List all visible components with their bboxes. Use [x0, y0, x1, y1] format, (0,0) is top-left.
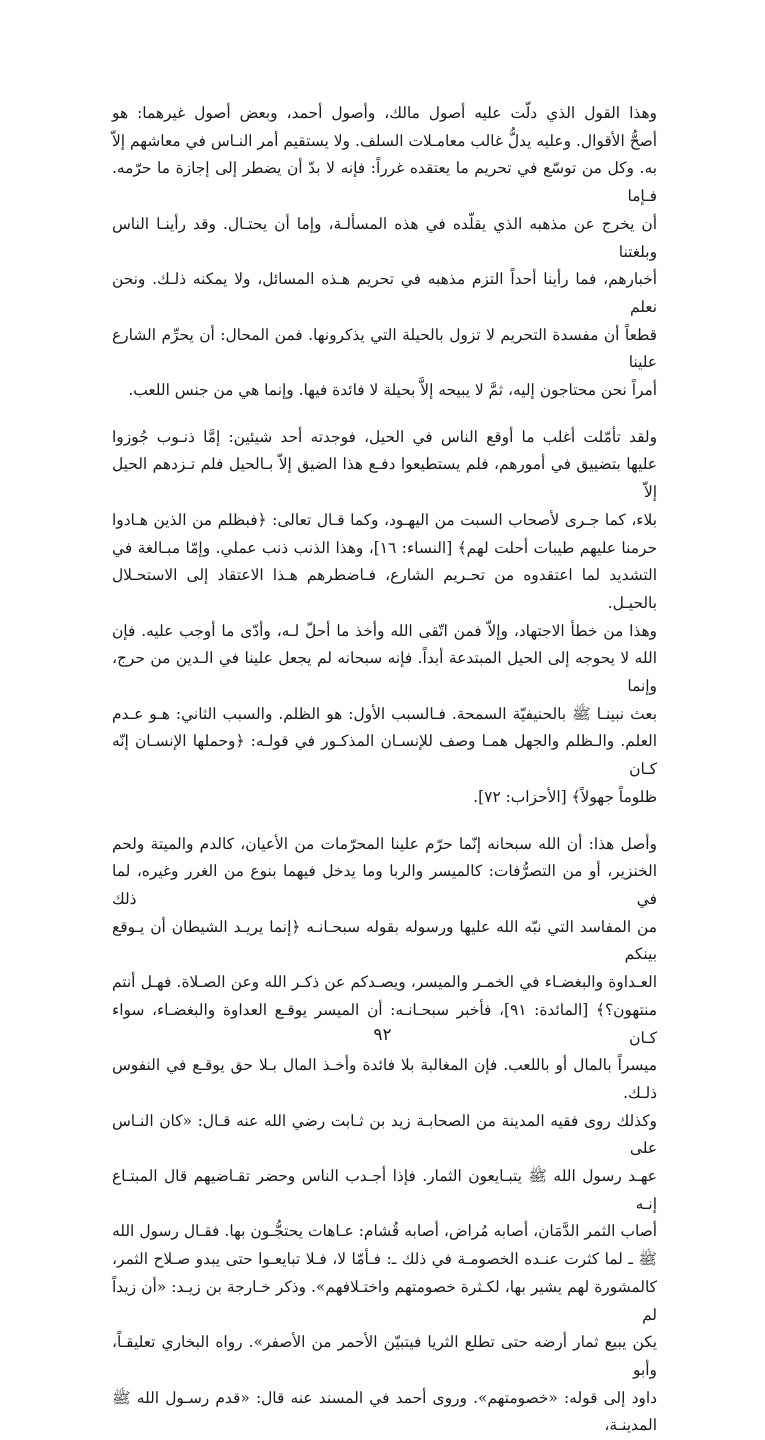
- text-line: العـداوة والبغضـاء في الخمـر والميسر، ويصـدكم عن ذكـر الله وعن الصـلاة. فهـل أنتم: [112, 973, 657, 992]
- text-line: وكذلك روى فقيه المدينة من الصحابـة زيد بن ثـابت رضي الله عنه قـال: «كان النـاس على: [112, 1111, 657, 1158]
- text-line: التشديد لما اعتقدوه من تحـريم الشارع، فـاضطرهم هـذا الاعتقاد إلى الاستحـلال بالحيـل.: [112, 566, 657, 612]
- text-line: ﷺ ـ لما كثرت عنـده الخصومـة في ذلك ـ: فـأمّا لا، فـلا تبايعـوا حتى يبدو صـلاح الثمر،: [112, 1250, 657, 1269]
- text-line: قطعاً أن مفسدة التحريم لا تزول بالحيلة التي يذكرونها. فمن المحال: أن يحرِّم الشارع علينا: [112, 325, 657, 372]
- text-line: يكن يبيع ثمار أرضه حتى تطلع الثريا فيتبيّن الأحمر من الأصفر». رواه البخاري تعليقـاً، وأبو: [112, 1333, 657, 1379]
- text-line: بلاء، كما جـرى لأصحاب السبت من اليهـود، وكما قـال تعالى: ﴿فبظلم من الذين هـادوا: [112, 510, 657, 529]
- text-line: ميسراً بالمال أو باللعب. فإن المغالبة بلا فائدة وأخـذ المال بـلا حق يوقـع في النفوس ذلـك.: [112, 1056, 657, 1102]
- text-line: بعث نبينـا ﷺ بالحنيفيّة السمحة. فـالسبب الأول: هو الظلم. والسبب الثاني: هـو عـدم: [112, 704, 657, 723]
- paragraph-1: [112, 100, 657, 405]
- text-line: من المفاسد التي نبّه الله عليها ورسوله بقوله سبحـانـه ﴿إنما يريـد الشيطان أن يـوقع بينكم: [112, 917, 657, 964]
- text-line: وأصل هذا: أن الله سبحانه إنّما حرّم علينا المحرّمات من الأعيان، كالدم والميتة ولحم: [112, 834, 657, 853]
- text-line: عهـد رسول الله ﷺ يتبـايعون الثمار. فإذا أجـدب الناس وحضر تقـاضيهم قال المبتـاع إنـه: [112, 1167, 657, 1213]
- text-line: به. وكل من توسّع في تحريم ما يعتقده غرراً: فإنه لا بدّ أن يضطر إلى إجازة ما حرّمه. فـإما: [112, 159, 657, 206]
- text-line: ظلوماً جهولاً﴾ [الأحزاب: ٧٢].: [473, 787, 657, 806]
- paragraph-2: [112, 424, 657, 812]
- page-body: [112, 100, 657, 1440]
- text-line: الله لا يحوجه إلى الحيل المبتدعة أبداً. فإنه سبحانه لم يجعل علينا في الـدين من حرج، وإنما: [112, 649, 657, 696]
- text-line: أن يخرج عن مذهبه الذي يقلّده في هذه المسألـة، وإما أن يحتـال. وقد رأينـا الناس وبلغتنا: [112, 214, 657, 261]
- text-line: كالمشورة لهم يشير بها، لكـثرة خصومتهم واختـلافهم». وذكر خـارجة بن زيـد: «أن زيداً لم: [112, 1277, 657, 1324]
- text-line: وهذا من خطأ الاجتهاد، وإلاّ فمن اتّقى الله وأخذ ما أحلّ لـه، وأدّى ما أوجب عليه. فإن: [112, 621, 657, 640]
- page-number: ٩٢: [373, 1025, 392, 1045]
- text-line: داود إلى قوله: «خصومتهم». وروى أحمد في المسند عنه قال: «قدم رسـول الله ﷺ المدينـة،: [112, 1388, 657, 1435]
- text-line: ولقد تأمّلت أغلب ما أوقع الناس في الحيل، فوجدته أحد شيئين: إمَّا ذنـوب جُوزوا: [112, 427, 657, 446]
- text-line: وهذا القول الذي دلّت عليه أصول مالك، وأصول أحمد، وبعض أصول غيرهما: هو: [112, 104, 657, 122]
- text-line: أخبارهم، فما رأينا أحداً التزم مذهبه في تحريم هـذه المسائل، ولا يمكنه ذلـك. ونحن نعلم: [112, 270, 657, 316]
- text-line: العلم. والـظلم والجهل همـا وصف للإنسـان المذكـور في قولـه: ﴿وحملها الإنسـان إنّه كـان: [112, 732, 657, 779]
- text-line: حرمنا عليهم طيبات أحلت لهم﴾ [النساء: ١٦]، وهذا الذنب ذنب عملي. وإمّا مبـالغة في: [112, 538, 657, 557]
- text-line: أمراً نحن محتاجون إليه، ثمَّ لا يبيحه إلاَّ بحيلة لا فائدة فيها. وإنما هي من جنس اللعب.: [128, 381, 657, 400]
- text-line: أصحُّ الأقوال. وعليه يدلُّ غالب معامـلات السلف. ولا يستقيم أمر النـاس في معاشهم إلاّ: [112, 131, 657, 150]
- paragraph-3: [112, 831, 657, 1440]
- text-line: منتهون؟﴾ [المائدة: ٩١]، فأخبر سبحـانـه: أن الميسر يوقـع العداوة والبغضـاء، سواء كـان: [112, 1000, 657, 1047]
- text-line: أصاب الثمر الدَّمَان، أصابه مُراض، أصابه قُشام: عـاهات يحتجُّـون بها. فقـال رسول الله: [112, 1222, 657, 1241]
- text-line: عليها بتضييق في أمورهم، فلم يستطيعوا دفـع هذا الضيق إلاّ بـالحيل فلم تـزدهم الحيل إلاّ: [112, 455, 657, 502]
- text-line: الخنزير، أو من التصرُّفات: كالميسر والربا وما يدخل فيهما بنوع من الغرر وغيره، لما في ذلك: [112, 862, 657, 908]
